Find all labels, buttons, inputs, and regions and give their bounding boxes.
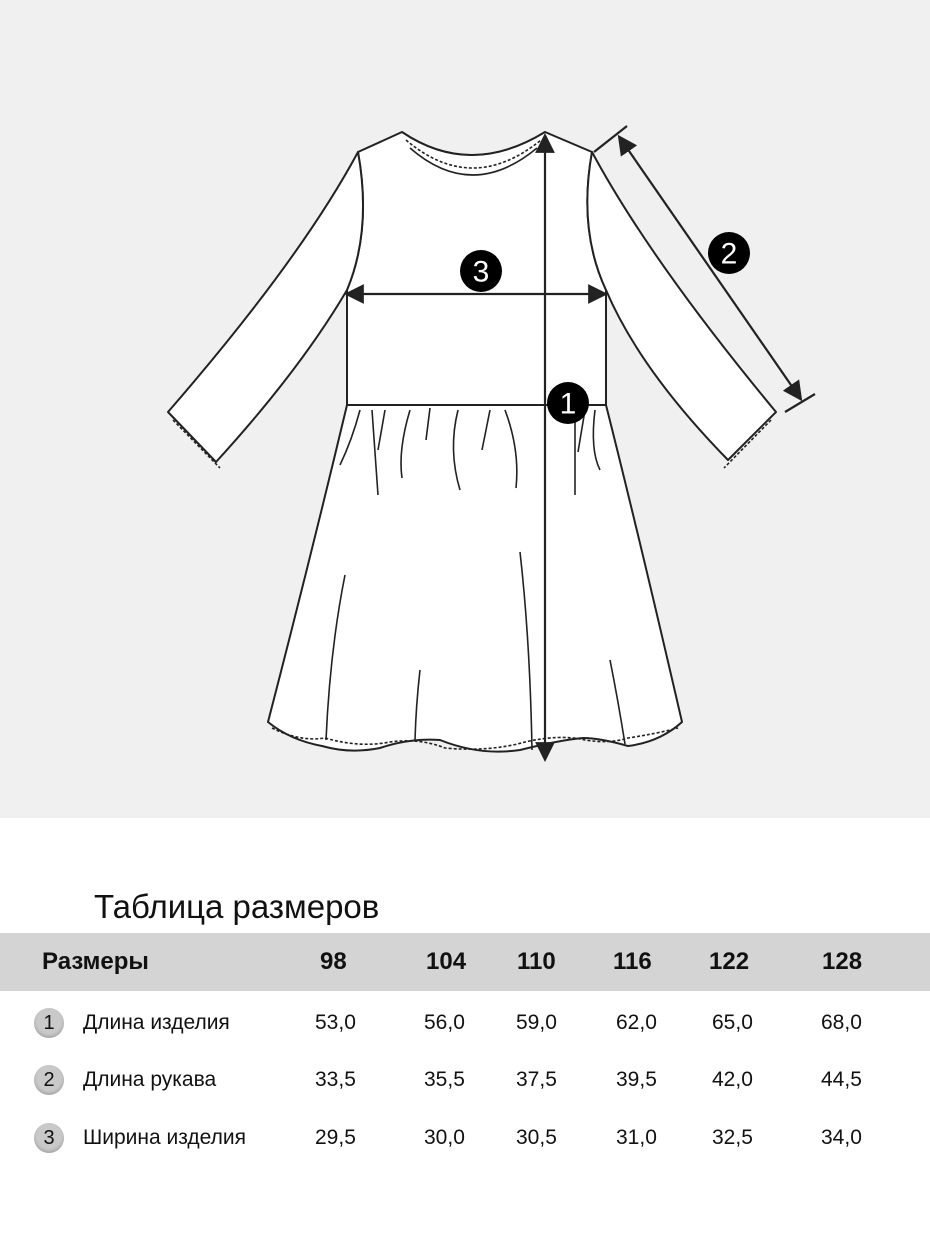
marker-2 bbox=[708, 232, 750, 274]
size-table-header bbox=[0, 933, 930, 991]
row-value: 59,0 bbox=[516, 1011, 557, 1034]
row-value: 30,5 bbox=[516, 1126, 557, 1149]
row-number-badge: 1 bbox=[34, 1008, 64, 1038]
marker-3 bbox=[460, 250, 502, 292]
row-label: Длина рукава bbox=[83, 1068, 217, 1091]
dress-skirt bbox=[268, 405, 682, 752]
table-row bbox=[0, 1059, 930, 1099]
header-size-128: 128 bbox=[822, 948, 863, 975]
header-size-98: 98 bbox=[320, 948, 347, 975]
row-value: 68,0 bbox=[821, 1011, 862, 1034]
svg-text:2: 2 bbox=[720, 237, 738, 271]
row-value: 42,0 bbox=[712, 1068, 753, 1091]
header-size-110: 110 bbox=[517, 948, 556, 975]
row-value: 39,5 bbox=[616, 1068, 657, 1091]
row-value: 44,5 bbox=[821, 1068, 862, 1091]
row-value: 65,0 bbox=[712, 1011, 753, 1034]
row-value: 35,5 bbox=[424, 1068, 465, 1091]
row-value: 31,0 bbox=[616, 1126, 657, 1149]
svg-text:1: 1 bbox=[559, 387, 577, 421]
row-value: 30,0 bbox=[424, 1126, 465, 1149]
row-value: 32,5 bbox=[712, 1126, 753, 1149]
row-value: 34,0 bbox=[821, 1126, 862, 1149]
marker-1 bbox=[547, 382, 589, 424]
svg-text:3: 3 bbox=[472, 255, 490, 289]
table-row bbox=[0, 1002, 930, 1042]
row-value: 62,0 bbox=[616, 1011, 657, 1034]
row-value: 37,5 bbox=[516, 1068, 557, 1091]
row-value: 33,5 bbox=[315, 1068, 356, 1091]
row-value: 53,0 bbox=[315, 1011, 356, 1034]
row-value: 29,5 bbox=[315, 1126, 356, 1149]
row-label: Длина изделия bbox=[83, 1011, 230, 1034]
right-sleeve bbox=[587, 152, 776, 460]
header-label: Размеры bbox=[42, 948, 149, 975]
size-table-title: Таблица размеров bbox=[94, 888, 380, 925]
row-number-badge: 3 bbox=[34, 1123, 64, 1153]
header-size-122: 122 bbox=[709, 948, 750, 975]
table-row bbox=[0, 1117, 930, 1157]
row-value: 56,0 bbox=[424, 1011, 465, 1034]
header-size-104: 104 bbox=[426, 948, 467, 975]
left-sleeve bbox=[168, 152, 363, 462]
row-label: Ширина изделия bbox=[83, 1126, 246, 1149]
header-size-116: 116 bbox=[613, 948, 652, 975]
row-number-badge: 2 bbox=[34, 1065, 64, 1095]
